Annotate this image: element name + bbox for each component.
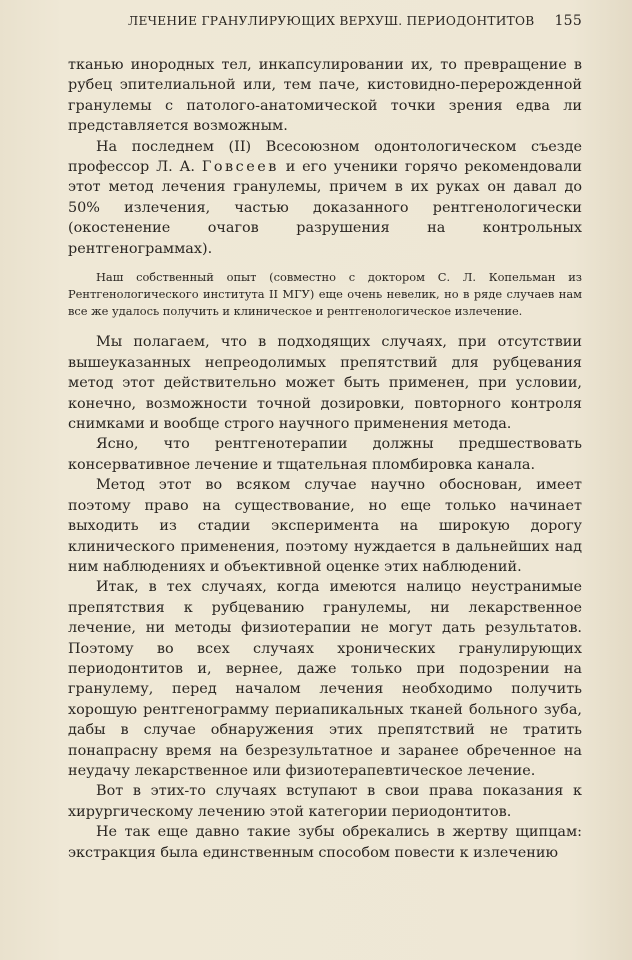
paragraph-indications: Вот в этих-то случаях вступают в свои права показания к хирургическому лечению этой категории периодонтитов. <box>68 783 582 820</box>
small-print-note: Наш собственный опыт (совместно с доктором С. Л. Копельман из Рентгенологического института II МГУ) еще очень невелик, но в ряде случаев нам все же удалось получить и клиническое и рентгенологическое излечение. <box>68 270 582 318</box>
page-body <box>68 55 582 863</box>
paragraph-congress <box>68 137 582 259</box>
paragraph-conservative: Ясно, что рентгенотерапии должны предшествовать консервативное лечение и тщательная пломбировка канала. <box>68 436 582 473</box>
paragraph-opinion: Мы полагаем, что в подходящих случаях, при отсутствии вышеуказанных непреодолимых препятствий для рубцевания метод этот действительно может быть применен, при условии, конечно, возможности точной дозировки, повторного контроля снимками и вообще строго научного применения метода. <box>68 334 582 433</box>
running-head-title: ЛЕЧЕНИЕ ГРАНУЛИРУЮЩИХ ВЕРХУШ. ПЕРИОДОНТИТОВ <box>128 14 535 28</box>
paragraph-continued: тканью инородных тел, инкапсулировании их, то превращение в рубец эпителиальной или, тем паче, кистовидно-перерожденной гранулемы с патолого-анатомической точки зрения едва ли представляется возможным. <box>68 57 582 135</box>
paragraph-extraction: Не так еще давно такие зубы обрекались в жертву щипцам: экстракция была единственным способом повести к излечению <box>68 824 582 861</box>
surname-govseev: Говсеев <box>201 159 279 176</box>
paragraph-method: Метод этот во всяком случае научно обоснован, имеет поэтому право на существование, но еще только начинает выходить из стадии эксперимента на широкую дорогу клинического применения, поэтому нуждается в дальнейших над ним наблюдениях и объективной оценке этих наблюдений. <box>68 477 582 575</box>
paragraph-congress-text-a: На последнем (II) Всесоюзном одонтологическом съезде профессор Л. А. <box>68 138 582 176</box>
running-head <box>68 13 582 37</box>
paragraph-conclusion: Итак, в тех случаях, когда имеются налицо неустранимые препятствия к рубцеванию гранулемы, ни лекарственное лечение, ни методы физиотерапии не могут дать результатов. Поэтому во всех случаях хронических гранулирующих периодонтитов и, вернее, даже только при подозрении на гранулему, перед началом лечения необходимо получить хорошую рентгенограмму периапикальных тканей больного зуба, дабы в случае обнаружения этих препятствий не тратить понапрасну время на безрезультатное и заранее обреченное на неудачу лекарственное или физиотерапевтическое лечение. <box>68 579 582 779</box>
page-number: 155 <box>554 13 582 29</box>
paragraph-congress-text-b: и его ученики горячо рекомендовали этот метод лечения гранулемы, причем в их руках он давал до 50% излечения, частью доказанного рентгенологически (окостенение очагов разрушения на контрольных рентгенограммах). <box>68 159 582 257</box>
